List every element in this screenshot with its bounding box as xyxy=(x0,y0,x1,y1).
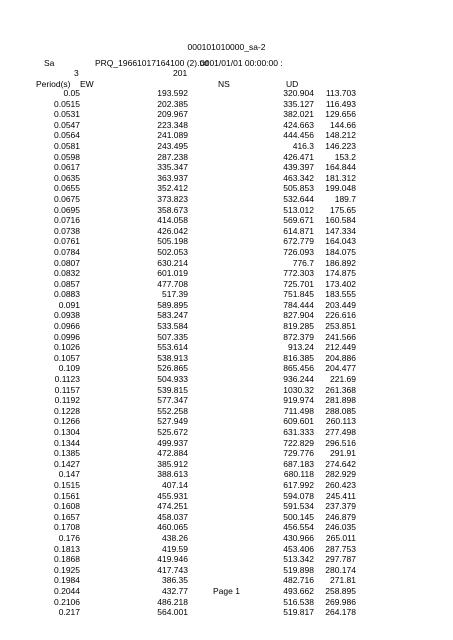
cell-ns: 594.078 xyxy=(283,490,314,501)
cell-ew: 527.949 xyxy=(157,416,188,427)
cell-period: 0.1608 xyxy=(54,501,80,512)
cell-period: 0.0784 xyxy=(54,246,80,257)
cell-ns: 614.871 xyxy=(283,225,314,236)
cell-ns: 493.662 xyxy=(283,585,314,596)
cell-period: 0.2106 xyxy=(54,596,80,607)
cell-ud: 258.895 xyxy=(325,585,356,596)
cell-ud: 264.178 xyxy=(325,607,356,618)
table-row xyxy=(0,268,453,279)
cell-ew: 577.347 xyxy=(157,395,188,406)
table-row xyxy=(0,183,453,194)
cell-ns: 687.183 xyxy=(283,458,314,469)
table-row xyxy=(0,120,453,131)
cell-ud: 129.656 xyxy=(325,109,356,120)
cell-ew: 358.673 xyxy=(157,204,188,215)
cell-ns: 827.904 xyxy=(283,310,314,321)
cell-period: 0.0938 xyxy=(54,310,80,321)
cell-ud: 287.753 xyxy=(325,543,356,554)
cell-ud: 237.379 xyxy=(325,501,356,512)
cell-ud: 148.212 xyxy=(325,130,356,141)
table-row xyxy=(0,173,453,184)
cell-period: 0.1057 xyxy=(54,352,80,363)
table-row xyxy=(0,342,453,353)
column-header-period: Period(s) xyxy=(36,79,71,89)
cell-period: 0.1123 xyxy=(54,374,80,385)
table-row xyxy=(0,226,453,237)
cell-ns: 416.3 xyxy=(292,140,314,151)
table-row xyxy=(0,321,453,332)
cell-period: 0.1344 xyxy=(54,437,80,448)
cell-ns: 1030.32 xyxy=(283,384,314,395)
cell-ud: 189.7 xyxy=(334,193,356,204)
cell-ew: 526.865 xyxy=(157,363,188,374)
cell-period: 0.0581 xyxy=(54,140,80,151)
cell-ns: 617.992 xyxy=(283,479,314,490)
cell-period: 0.176 xyxy=(58,532,80,543)
cell-ud: 226.616 xyxy=(325,310,356,321)
cell-period: 0.091 xyxy=(58,299,80,310)
cell-ud: 253.851 xyxy=(325,321,356,332)
table-row xyxy=(0,141,453,152)
data-table xyxy=(0,88,453,618)
cell-ud: 297.787 xyxy=(325,554,356,565)
cell-ns: 919.974 xyxy=(283,395,314,406)
cell-ud: 271.81 xyxy=(330,575,356,586)
column-header-ew: EW xyxy=(80,79,94,89)
table-row xyxy=(0,374,453,385)
table-row xyxy=(0,438,453,449)
cell-ud: 221.69 xyxy=(330,374,356,385)
cell-ud: 261.368 xyxy=(325,384,356,395)
table-row xyxy=(0,501,453,512)
cell-period: 0.0738 xyxy=(54,225,80,236)
cell-ud: 173.402 xyxy=(325,278,356,289)
cell-ew: 414.058 xyxy=(157,215,188,226)
cell-ew: 417.743 xyxy=(157,564,188,575)
cell-ns: 320.904 xyxy=(283,88,314,98)
cell-ud: 288.085 xyxy=(325,405,356,416)
cell-ud: 199.048 xyxy=(325,183,356,194)
cell-ud: 246.879 xyxy=(325,511,356,522)
cell-ud: 282.929 xyxy=(325,469,356,480)
cell-ew: 539.815 xyxy=(157,384,188,395)
cell-ew: 388.613 xyxy=(157,469,188,480)
cell-ns: 463.342 xyxy=(283,172,314,183)
cell-ud: 164.043 xyxy=(325,236,356,247)
table-row xyxy=(0,554,453,565)
cell-period: 0.0655 xyxy=(54,183,80,194)
cell-ns: 672.779 xyxy=(283,236,314,247)
cell-ew: 502.053 xyxy=(157,246,188,257)
table-row xyxy=(0,130,453,141)
cell-period: 0.1657 xyxy=(54,511,80,522)
cell-ud: 181.312 xyxy=(325,172,356,183)
table-row xyxy=(0,575,453,586)
cell-ns: 500.145 xyxy=(283,511,314,522)
cell-ud: 274.642 xyxy=(325,458,356,469)
cell-ud: 245.411 xyxy=(325,490,356,501)
cell-ud: 269.986 xyxy=(325,596,356,607)
cell-ew: 363.937 xyxy=(157,172,188,183)
cell-ns: 426.471 xyxy=(283,151,314,162)
cell-ew: 504.933 xyxy=(157,374,188,385)
cell-ud: 174.875 xyxy=(325,268,356,279)
cell-ns: 532.644 xyxy=(283,193,314,204)
cell-ud: 265.011 xyxy=(325,532,356,543)
cell-ew: 630.214 xyxy=(157,257,188,268)
table-row xyxy=(0,491,453,502)
cell-ns: 865.456 xyxy=(283,363,314,374)
cell-ns: 936.244 xyxy=(283,374,314,385)
cell-ew: 460.065 xyxy=(157,522,188,533)
cell-ew: 385.912 xyxy=(157,458,188,469)
cell-period: 0.0515 xyxy=(54,98,80,109)
cell-ud: 203.449 xyxy=(325,299,356,310)
cell-ew: 386.35 xyxy=(162,575,188,586)
cell-period: 0.05 xyxy=(63,88,80,98)
header-count-right: 201 xyxy=(173,68,188,78)
header-count-left: 3 xyxy=(74,68,79,78)
cell-ud: 280.174 xyxy=(325,564,356,575)
cell-ns: 819.285 xyxy=(283,321,314,332)
cell-period: 0.1026 xyxy=(54,342,80,353)
cell-ew: 564.001 xyxy=(157,607,188,618)
table-row xyxy=(0,363,453,374)
cell-period: 0.109 xyxy=(58,363,80,374)
cell-ns: 722.829 xyxy=(283,437,314,448)
cell-period: 0.1157 xyxy=(54,384,80,395)
cell-ns: 725.701 xyxy=(283,278,314,289)
table-row xyxy=(0,416,453,427)
cell-ew: 477.708 xyxy=(157,278,188,289)
cell-period: 0.1385 xyxy=(54,448,80,459)
cell-ns: 609.601 xyxy=(283,416,314,427)
cell-ew: 241.089 xyxy=(157,130,188,141)
table-row xyxy=(0,99,453,110)
table-row xyxy=(0,88,453,99)
cell-ns: 424.663 xyxy=(283,119,314,130)
cell-ud: 113.703 xyxy=(325,88,356,98)
cell-ew: 455.931 xyxy=(157,490,188,501)
cell-ns: 913.24 xyxy=(288,342,314,353)
cell-ns: 444.456 xyxy=(283,130,314,141)
table-row xyxy=(0,236,453,247)
document-title: 000101010000_sa-2 xyxy=(187,42,266,52)
cell-ns: 482.716 xyxy=(283,575,314,586)
cell-ew: 335.347 xyxy=(157,162,188,173)
table-row xyxy=(0,406,453,417)
cell-ew: 517.39 xyxy=(162,289,188,300)
table-row xyxy=(0,469,453,480)
table-row xyxy=(0,300,453,311)
cell-period: 0.1708 xyxy=(54,522,80,533)
cell-ns: 569.671 xyxy=(283,215,314,226)
cell-ud: 183.555 xyxy=(325,289,356,300)
cell-period: 0.0761 xyxy=(54,236,80,247)
table-row xyxy=(0,385,453,396)
cell-ns: 513.342 xyxy=(283,554,314,565)
cell-ns: 456.554 xyxy=(283,522,314,533)
table-row xyxy=(0,448,453,459)
cell-ud: 246.035 xyxy=(325,522,356,533)
cell-ud: 144.66 xyxy=(330,119,356,130)
cell-period: 0.0996 xyxy=(54,331,80,342)
table-row xyxy=(0,533,453,544)
cell-period: 0.0531 xyxy=(54,109,80,120)
cell-ew: 583.247 xyxy=(157,310,188,321)
cell-ew: 202.385 xyxy=(157,98,188,109)
cell-ns: 335.127 xyxy=(283,98,314,109)
cell-period: 0.0675 xyxy=(54,193,80,204)
cell-period: 0.0635 xyxy=(54,172,80,183)
table-row xyxy=(0,480,453,491)
cell-ew: 438.26 xyxy=(162,532,188,543)
cell-ew: 209.967 xyxy=(157,109,188,120)
table-row xyxy=(0,289,453,300)
cell-period: 0.1813 xyxy=(54,543,80,554)
cell-ew: 486.218 xyxy=(157,596,188,607)
cell-ew: 499.937 xyxy=(157,437,188,448)
cell-ew: 243.495 xyxy=(157,140,188,151)
header-label-sa: Sa xyxy=(44,58,55,68)
table-row xyxy=(0,332,453,343)
cell-period: 0.1925 xyxy=(54,564,80,575)
cell-ns: 729.776 xyxy=(283,448,314,459)
cell-ew: 193.592 xyxy=(157,88,188,98)
cell-period: 0.0547 xyxy=(54,119,80,130)
cell-ew: 287.238 xyxy=(157,151,188,162)
table-row xyxy=(0,597,453,608)
cell-ew: 472.884 xyxy=(157,448,188,459)
cell-period: 0.147 xyxy=(58,469,80,480)
cell-ns: 772.303 xyxy=(283,268,314,279)
cell-ud: 204.477 xyxy=(325,363,356,374)
cell-ud: 212.449 xyxy=(325,342,356,353)
cell-ns: 505.853 xyxy=(283,183,314,194)
cell-period: 0.217 xyxy=(58,607,80,618)
table-row xyxy=(0,247,453,258)
cell-ud: 160.584 xyxy=(325,215,356,226)
table-row xyxy=(0,205,453,216)
cell-ns: 439.397 xyxy=(283,162,314,173)
cell-period: 0.0966 xyxy=(54,321,80,332)
cell-ud: 260.113 xyxy=(325,416,356,427)
table-row xyxy=(0,544,453,555)
cell-period: 0.1515 xyxy=(54,479,80,490)
table-row xyxy=(0,427,453,438)
table-row xyxy=(0,279,453,290)
cell-ns: 872.379 xyxy=(283,331,314,342)
cell-ns: 513.012 xyxy=(283,204,314,215)
cell-ew: 589.895 xyxy=(157,299,188,310)
cell-ew: 474.251 xyxy=(157,501,188,512)
header-filename: PRQ_19661017164100 (2).txt xyxy=(95,58,209,68)
cell-ns: 816.385 xyxy=(283,352,314,363)
cell-ew: 419.59 xyxy=(162,543,188,554)
table-row xyxy=(0,162,453,173)
cell-period: 0.0832 xyxy=(54,268,80,279)
cell-ud: 116.493 xyxy=(325,98,356,109)
cell-period: 0.0857 xyxy=(54,278,80,289)
cell-period: 0.0883 xyxy=(54,289,80,300)
cell-ew: 525.672 xyxy=(157,427,188,437)
cell-ew: 601.019 xyxy=(157,268,188,279)
cell-ud: 296.516 xyxy=(325,437,356,448)
cell-ns: 711.498 xyxy=(283,405,314,416)
cell-ud: 147.334 xyxy=(325,225,356,236)
cell-ew: 407.14 xyxy=(162,479,188,490)
cell-period: 0.2044 xyxy=(54,585,80,596)
cell-ew: 458.037 xyxy=(157,511,188,522)
cell-ud: 204.886 xyxy=(325,352,356,363)
cell-ew: 352.412 xyxy=(157,183,188,194)
cell-ns: 680.118 xyxy=(283,469,314,480)
cell-period: 0.1868 xyxy=(54,554,80,565)
table-row xyxy=(0,459,453,470)
cell-ns: 430.966 xyxy=(283,532,314,543)
table-row xyxy=(0,152,453,163)
cell-ew: 432.77 xyxy=(162,585,188,596)
cell-period: 0.0807 xyxy=(54,257,80,268)
cell-ew: 507.335 xyxy=(157,331,188,342)
cell-ns: 519.898 xyxy=(283,564,314,575)
table-row xyxy=(0,109,453,120)
cell-ns: 591.534 xyxy=(283,501,314,512)
cell-period: 0.0564 xyxy=(54,130,80,141)
cell-ud: 184.075 xyxy=(325,246,356,257)
cell-ns: 519.817 xyxy=(283,607,314,618)
cell-ud: 281.898 xyxy=(325,395,356,406)
cell-ew: 553.614 xyxy=(157,342,188,353)
table-row xyxy=(0,310,453,321)
cell-period: 0.1266 xyxy=(54,416,80,427)
cell-period: 0.1192 xyxy=(54,395,80,406)
table-row xyxy=(0,565,453,576)
cell-ns: 516.538 xyxy=(283,596,314,607)
table-row xyxy=(0,353,453,364)
header-datetime: 0001/01/01 00:00:00 : xyxy=(200,58,283,68)
cell-ud: 164.844 xyxy=(325,162,356,173)
table-row xyxy=(0,258,453,269)
table-row xyxy=(0,522,453,533)
cell-ew: 538.913 xyxy=(157,352,188,363)
cell-ns: 784.444 xyxy=(283,299,314,310)
cell-ns: 453.406 xyxy=(283,543,314,554)
table-row xyxy=(0,607,453,618)
cell-period: 0.0617 xyxy=(54,162,80,173)
cell-period: 0.1228 xyxy=(54,405,80,416)
column-header-ud: UD xyxy=(286,79,299,89)
cell-period: 0.1304 xyxy=(54,427,80,437)
cell-ew: 533.584 xyxy=(157,321,188,332)
cell-ud: 241.566 xyxy=(325,331,356,342)
cell-ud: 291.91 xyxy=(330,448,356,459)
cell-ns: 382.021 xyxy=(283,109,314,120)
table-row xyxy=(0,215,453,226)
cell-period: 0.0598 xyxy=(54,151,80,162)
cell-ud: 175.65 xyxy=(330,204,356,215)
cell-period: 0.0695 xyxy=(54,204,80,215)
cell-period: 0.1561 xyxy=(54,490,80,501)
cell-ew: 505.198 xyxy=(157,236,188,247)
page-number: Page 1 xyxy=(213,586,240,596)
cell-ns: 726.093 xyxy=(283,246,314,257)
cell-ud: 186.892 xyxy=(325,257,356,268)
cell-ud: 146.223 xyxy=(325,140,356,151)
table-row xyxy=(0,512,453,523)
cell-ew: 419.946 xyxy=(157,554,188,565)
cell-ew: 426.042 xyxy=(157,225,188,236)
cell-ns: 751.845 xyxy=(283,289,314,300)
cell-period: 0.0716 xyxy=(54,215,80,226)
cell-period: 0.1984 xyxy=(54,575,80,586)
cell-ud: 277.498 xyxy=(325,427,356,437)
cell-ns: 631.333 xyxy=(283,427,314,437)
table-row xyxy=(0,194,453,205)
column-header-ns: NS xyxy=(218,79,230,89)
cell-ew: 552.258 xyxy=(157,405,188,416)
cell-ud: 153.2 xyxy=(334,151,356,162)
table-row xyxy=(0,395,453,406)
cell-ew: 223.348 xyxy=(157,119,188,130)
cell-ud: 260.423 xyxy=(325,479,356,490)
cell-ew: 373.823 xyxy=(157,193,188,204)
cell-ns: 776.7 xyxy=(292,257,314,268)
cell-period: 0.1427 xyxy=(54,458,80,469)
